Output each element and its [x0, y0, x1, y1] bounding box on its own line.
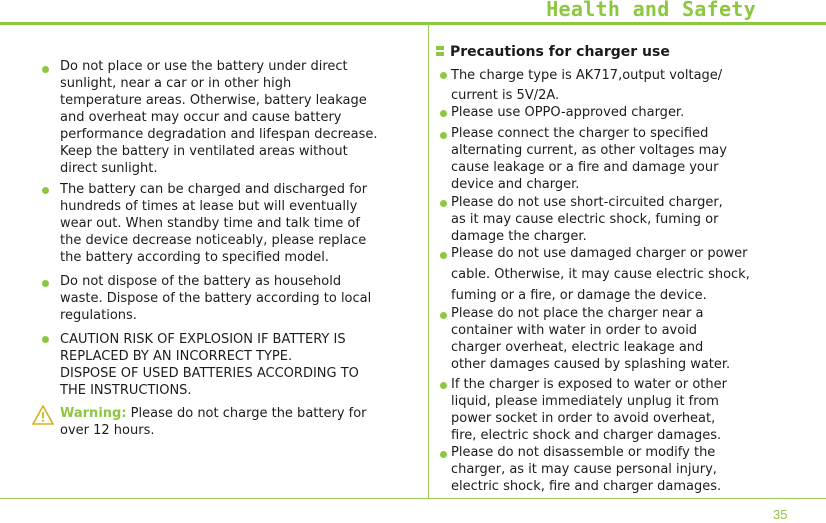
liquid-exposure-item [451, 376, 811, 444]
explosion-caution-item [60, 331, 400, 399]
bullet-icon [440, 252, 447, 259]
bullet-icon [42, 280, 49, 287]
item-text: Please do not use short-circuited charger, as it may cause electric shock, fuming or damage the charger. [451, 195, 723, 244]
item-text: Please do not place the charger near a container with water in order to avoid charger overheat, electric leakage and other damages caused by splashing water. [451, 306, 731, 372]
header-rule [0, 22, 826, 25]
bullet-icon [440, 200, 447, 207]
bullet-icon [440, 72, 447, 79]
bullet-icon [440, 382, 447, 389]
item-text: Do not dispose of the battery as household waste. Dispose of the battery according to local regulations. [60, 274, 372, 323]
warning-text: Please do not charge the battery for over 12 hours. [60, 406, 367, 438]
bullet-icon [42, 336, 49, 343]
item-text: The charge type is AK717,output voltage/ current is 5V/2A. [451, 68, 723, 103]
warning-note [60, 405, 405, 439]
page-title: Health and Safety [546, 0, 756, 21]
warning-label: Warning: [60, 406, 127, 421]
alternating-current-item [451, 125, 811, 193]
page-number: 35 [773, 507, 788, 522]
item-text: Do not place or use the battery under direct sunlight, near a car or in other high temperature areas. Otherwise, battery leakage and overheat may occur and cause battery performance degradation and lifespan decrease. Keep the battery in ventilated areas without direct sunlight. [60, 59, 378, 176]
column-divider [428, 24, 429, 499]
section-heading: Precautions for charger use [450, 44, 670, 60]
battery-disposal-item [60, 273, 400, 324]
water-container-item [451, 305, 811, 373]
item-text: The battery can be charged and discharged for hundreds of times at lease but will eventually wear out. When standby time and talk time of the device decrease noticeably, please replace the battery according to specified model. [60, 182, 368, 265]
damaged-charger-item [451, 243, 821, 306]
item-text: Please connect the charger to specified alternating current, as other voltages may cause leakage or a fire and damage your device and charger. [451, 126, 727, 192]
bullet-icon [440, 451, 447, 458]
bullet-icon [440, 132, 447, 139]
battery-lifespan-item [60, 181, 400, 266]
section-marker-icon [436, 46, 444, 56]
bullet-icon [42, 187, 49, 194]
item-text: If the charger is exposed to water or other liquid, please immediately unplug it from power socket in order to avoid overheat, fire, electric shock and charger damages. [451, 377, 727, 443]
footer-rule [0, 498, 826, 499]
battery-sunlight-item [60, 58, 400, 177]
item-text: Please use OPPO-approved charger. [451, 105, 685, 120]
charge-type-item [451, 66, 811, 106]
disassemble-item [451, 444, 811, 495]
item-text: Please do not use damaged charger or power cable. Otherwise, it may cause electric shock, fuming or a fire, or damage the device. [451, 246, 750, 303]
item-text: CAUTION RISK OF EXPLOSION IF BATTERY IS REPLACED BY AN INCORRECT TYPE. DISPOSE OF USED BATTERIES ACCORDING TO THE INSTRUCTIONS. [60, 332, 359, 398]
bullet-icon [440, 312, 447, 319]
bullet-icon [440, 110, 447, 117]
short-circuit-item [451, 194, 811, 245]
bullet-icon [42, 66, 49, 73]
item-text: Please do not disassemble or modify the charger, as it may cause personal injury, electric shock, fire and charger damages. [451, 445, 722, 494]
approved-charger-item [451, 104, 811, 121]
warning-triangle-icon [32, 405, 54, 425]
